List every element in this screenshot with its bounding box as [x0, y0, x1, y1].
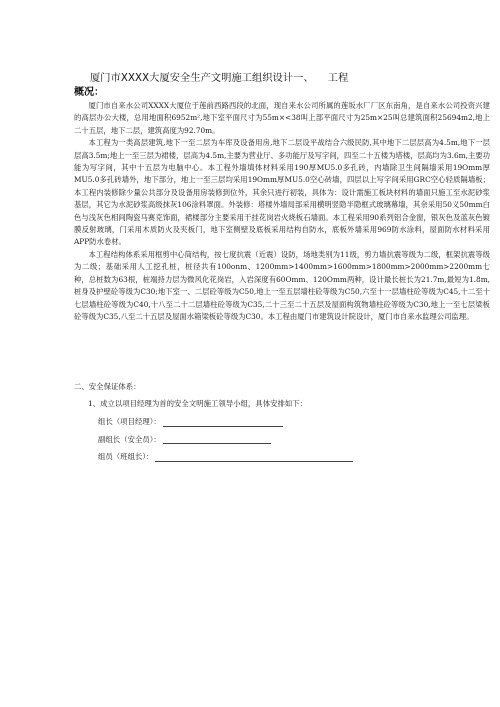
role-member-label: 组员（班组长）：: [98, 452, 154, 461]
document-title-tail: 工程: [327, 73, 349, 84]
document-title: [90, 69, 490, 84]
role-deputy-blank: [163, 434, 271, 444]
section-safety-heading: 二、安全保证体系：: [74, 382, 141, 391]
overview-paragraph-location: 厦门市自来水公司XXXX大厦位于莲前西路西段的北面，现自来水公司所属的莲坂水厂厂区东南角，是自来水公司投资兴建的高层办公大楼，总用地面积6952m²,地下室平面尺寸为55m×<38叫上部平面尺寸为25m×25叫总建筑面积25694m2,地上二十五层，地下二层，建筑高度为92.70m。: [74, 101, 490, 135]
role-deputy: [98, 431, 353, 449]
role-leader-blank: [163, 417, 283, 427]
overview-paragraph-structure: 本工程结构体系采用框剪中心筒结构，按七度抗震（近震）设防，场地类别为11级，剪力墙抗震等级为二级，框架抗震等级为二级；基础采用人工挖孔桩，桩径共有100onm、1200mm>1400mm>1600mm>1800mm>2000mm>2200mm七种，总桩数为63根，桩端持力层为微风化花岗岩，入岩深度有60Omm、120Omm两种，设计最长桩长为21.7m,最短为1.8m,桩身及护壁砼等级为C30;地下室一、二层砼等级为C50,地上一至五层墙柱砼等级为C50,六至十一层墙柱砼等级为C45,十二至十七层墙柱砼等级为C40,十八至二十二层墙柱砼等级为C35,二十三至二十五层及屋面构筑物墙柱砼等级为C30,地上一至七层梁板砼等级为C35,八至二十五层及屋面水箱梁板砼等级为C30。本工程由厦门市建筑设计院设计，厦门市自来水监理公司监理。: [74, 249, 490, 321]
overview-body: [74, 100, 490, 323]
role-leader: [98, 413, 353, 431]
document-title-main: 厦门市XXXX大厦安全生产文明施工组织设计一、: [90, 73, 314, 84]
role-leader-label: 组长（项目经理）：: [98, 417, 161, 426]
role-member: [98, 448, 353, 466]
role-deputy-label: 副组长（安全员）：: [98, 434, 161, 444]
role-list: [98, 413, 353, 466]
overview-paragraph-building: 本工程为一类高层建筑,地下一至二层为车库及设备用房,地下二层设平战结合六级民防,其中地下二层层高为4.5m,地下一层层高3.5m;地上一至三层为裙楼，层高为4.5m,主要为营业厅、多功能厅及写字间，四至二十五楼为塔楼，层高均为3.6m,主要功能为写字间，其中十五层为电脑中心。本工程外墙填体材料采用190厚MU5.0多孔砖，内墙除卫生间隔墙采用19Omm厚MU5.0多孔砖墙外，地下部分，地上一至三层均采用19Omm厚MU5.0空心砖墙，四层以上写字间采用GRC空心轻质隔墙板；本工程内装修除少量公共部分及设备用房装修到位外，其余只进行初装，具体为：设计需施工板块材料的墙面只施工至水泥砂浆基层，其它为水泥砂浆高级抹灰106涂料罩面。外装修：塔楼外墙局部采用横明竖隐半隐框式玻璃幕墙，其余采用50义50mm白色与浅灰色相间陶瓷马赛克饰面，裙楼部分主要采用干挂花岗岩火烧板石墙面。本工程采用90系列铝合金窗，银灰色及蓝灰色镀膜反射玻璃，门采用木质防火及夹板门，地下室侧壁及底板采用结构自防水，底板外墙采用969防水涂料，屋面防水材料采用APP防水卷材。: [74, 138, 490, 247]
role-member-blank: [155, 452, 353, 462]
section-overview-heading: 概况：: [74, 87, 104, 98]
safety-item-1: 1、成立以项目经理为首的安全文明施工领导小组，具体安排如下：: [88, 399, 308, 408]
